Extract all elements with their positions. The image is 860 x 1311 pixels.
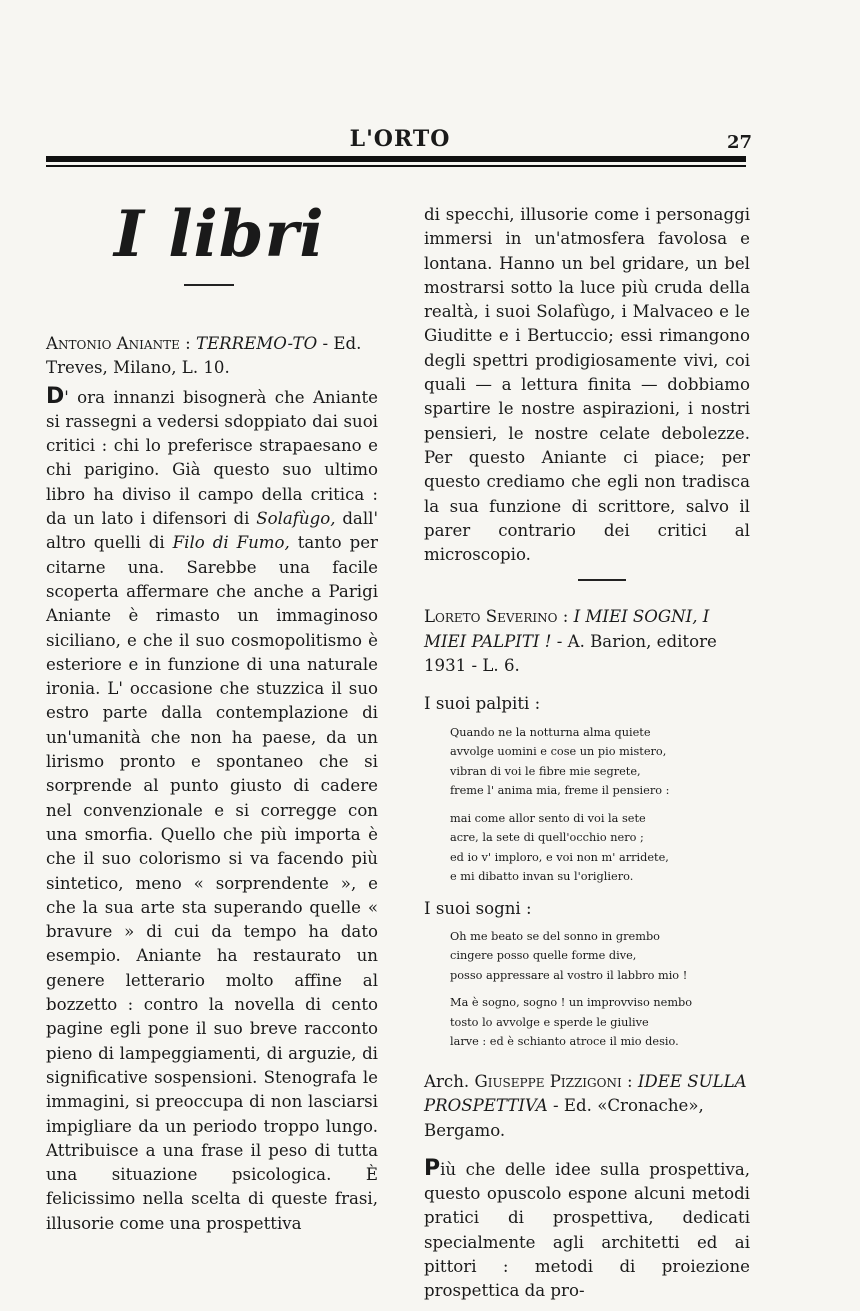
- header-rule-thin: [46, 165, 746, 167]
- entry-publisher: - Ed. «Cronache», Bergamo.: [424, 1096, 704, 1140]
- page-number: 27: [726, 132, 752, 153]
- entry-aniante-heading: [46, 332, 378, 381]
- entry-book-title: TERREMO-TO: [196, 334, 318, 353]
- entry-separator: :: [562, 607, 569, 627]
- entry-pizzigoni-heading: [424, 1070, 750, 1143]
- sogni-label: I suoi sogni :: [424, 898, 532, 918]
- entry-author: Antonio Aniante: [46, 334, 180, 353]
- title-rule: [184, 284, 234, 286]
- poem-line: mai come allor sento di voi la sete: [450, 811, 646, 825]
- review-text: iù che delle idee sulla prospettiva, questo opuscolo espone alcuni metodi pratici di prospettiva, dedicati specialmente agli architetti ed ai pittori : metodi di proiezione prospettica da pro-: [424, 1159, 750, 1301]
- poem-line: cingere posso quelle forme dive,: [450, 949, 637, 963]
- poem-line: posso appressare al vostro il labbro mio !: [450, 968, 688, 982]
- entry-author-prefix: Arch.: [424, 1071, 470, 1091]
- header-rule: [46, 153, 746, 169]
- entry-publisher: - Ed. Treves, Milano, L. 10.: [46, 334, 362, 378]
- entry-severino-heading: [424, 605, 750, 678]
- poem-stanza: [450, 723, 750, 801]
- journal-title: L'ORTO: [349, 126, 451, 152]
- entry-book-title: IDEE SULLA PROSPETTIVA: [424, 1071, 747, 1116]
- entry-aniante-review: [46, 385, 378, 1236]
- book-ref-solafugo: Solafùgo,: [256, 509, 336, 529]
- palpiti-label: I suoi palpiti :: [424, 694, 541, 714]
- poem-line: Ma è sogno, sogno ! un improvviso nembo: [450, 996, 693, 1010]
- poem-line: acre, la sete di quell'occhio nero ;: [450, 831, 644, 845]
- entry-publisher: - A. Barion, editore 1931 - L. 6.: [424, 631, 717, 676]
- entry-author: Loreto Severino: [424, 607, 558, 627]
- review-connector: dall' altro quelli di: [46, 509, 379, 553]
- entry-separator: :: [185, 334, 191, 353]
- dropcap-p: P: [424, 1155, 441, 1181]
- entry-pizzigoni-review: [424, 1157, 750, 1304]
- poem-sogni: [450, 927, 750, 1052]
- right-column: [424, 203, 750, 1304]
- poem-stanza: [450, 809, 750, 887]
- poem-line: Oh me beato se del sonno in grembo: [450, 929, 660, 943]
- entry-author: Giuseppe Pizzigoni: [474, 1071, 622, 1091]
- poem-palpiti: [450, 723, 750, 887]
- review-text-2: tanto per citarne una. Sarebbe una facile scoperta affermare che anche a Parigi Aniante è rimasto un immaginoso siciliano, e che il suo cosmopolitismo è esteriore e in funzione di una naturale ironia. L' occasione che stuzzica il suo estro parte dalla contemplazione di un'umanità che non ha paese, da un lirismo pronto e spontaneo che si sorprende al punto giusto di cadere nel convenzionale e si corregge con una smorfia. Quello che più importa è che il suo colorismo si va facendo più sintetico, meno « sorprendente », e che la sua arte sta superando quelle « bravure » di cui da tempo ha dato esempio. Aniante ha restaurato un genere letterario molto affine al bozzetto : contro la novella di cento pagine egli pone il suo breve racconto pieno di lampeggiamenti, di arguzie, di significative sospensioni. Stenografa le immagini, si preoccupa di non lasciarsi impigliare da un periodo troppo lungo. Attribuisce a una frase il peso di tutta una situazione psicologica. È felicissimo nella scelta di queste frasi, illusorie come una prospettiva: [46, 533, 378, 1233]
- poem-line: larve : ed è schianto atroce il mio desio.: [450, 1035, 679, 1049]
- left-column: [46, 197, 379, 1236]
- dropcap-d: D: [46, 383, 65, 409]
- entry-separator: :: [627, 1071, 633, 1091]
- poem-line: ed io v' imploro, e voi non m' arridete,: [450, 850, 669, 864]
- poem-line: e mi dibatto invan su l'origliero.: [450, 870, 634, 884]
- book-ref-filo-di-fumo: Filo di Fumo,: [172, 533, 290, 553]
- poem-line: tosto lo avvolge e sperde le giulive: [450, 1015, 649, 1029]
- poem-line: Quando ne la notturna alma quiete: [450, 725, 651, 739]
- poem-stanza: [450, 993, 750, 1052]
- review-text: ' ora innanzi bisognerà che Aniante si rassegni a vedersi sdoppiato dai suoi critici : chi lo preferisce strapaesano e chi parigino. Già questo suo ultimo libro ha diviso il campo della critica : da un lato i difensori di: [46, 387, 378, 529]
- poem-line: avvolge uomini e cose un pio mistero,: [450, 745, 667, 759]
- divider-rule: [578, 579, 626, 581]
- review-continuation: di specchi, illusorie come i personaggi immersi in un'atmosfera favolosa e lontana. Hanno un bel gridare, un bel mostrarsi sotto la luce più cruda della realtà, i suoi Solafùgo, i Malvaceo e le Giuditte e i Bertuccio; essi rimangono degli spettri prodigiosamente vivi, coi quali — a lettura finita — dobbiamo spartire le nostre aspirazioni, i nostri pensieri, le nostre celate debolezze. Per questo Aniante ci piace; per questo crediamo che egli non tradisca la sua funzione di scrittore, salvo il parer contrario dei critici al microscopio.: [424, 205, 750, 565]
- poem-line: vibran di voi le fibre mie segrete,: [450, 764, 641, 778]
- header-rule-thick: [46, 156, 746, 162]
- entry-book-title: I MIEI SOGNI, I MIEI PALPITI !: [424, 607, 710, 651]
- poem-line: freme l' anima mia, freme il pensiero :: [450, 784, 670, 798]
- section-title: I libri: [114, 197, 325, 272]
- poem-stanza: [450, 927, 750, 986]
